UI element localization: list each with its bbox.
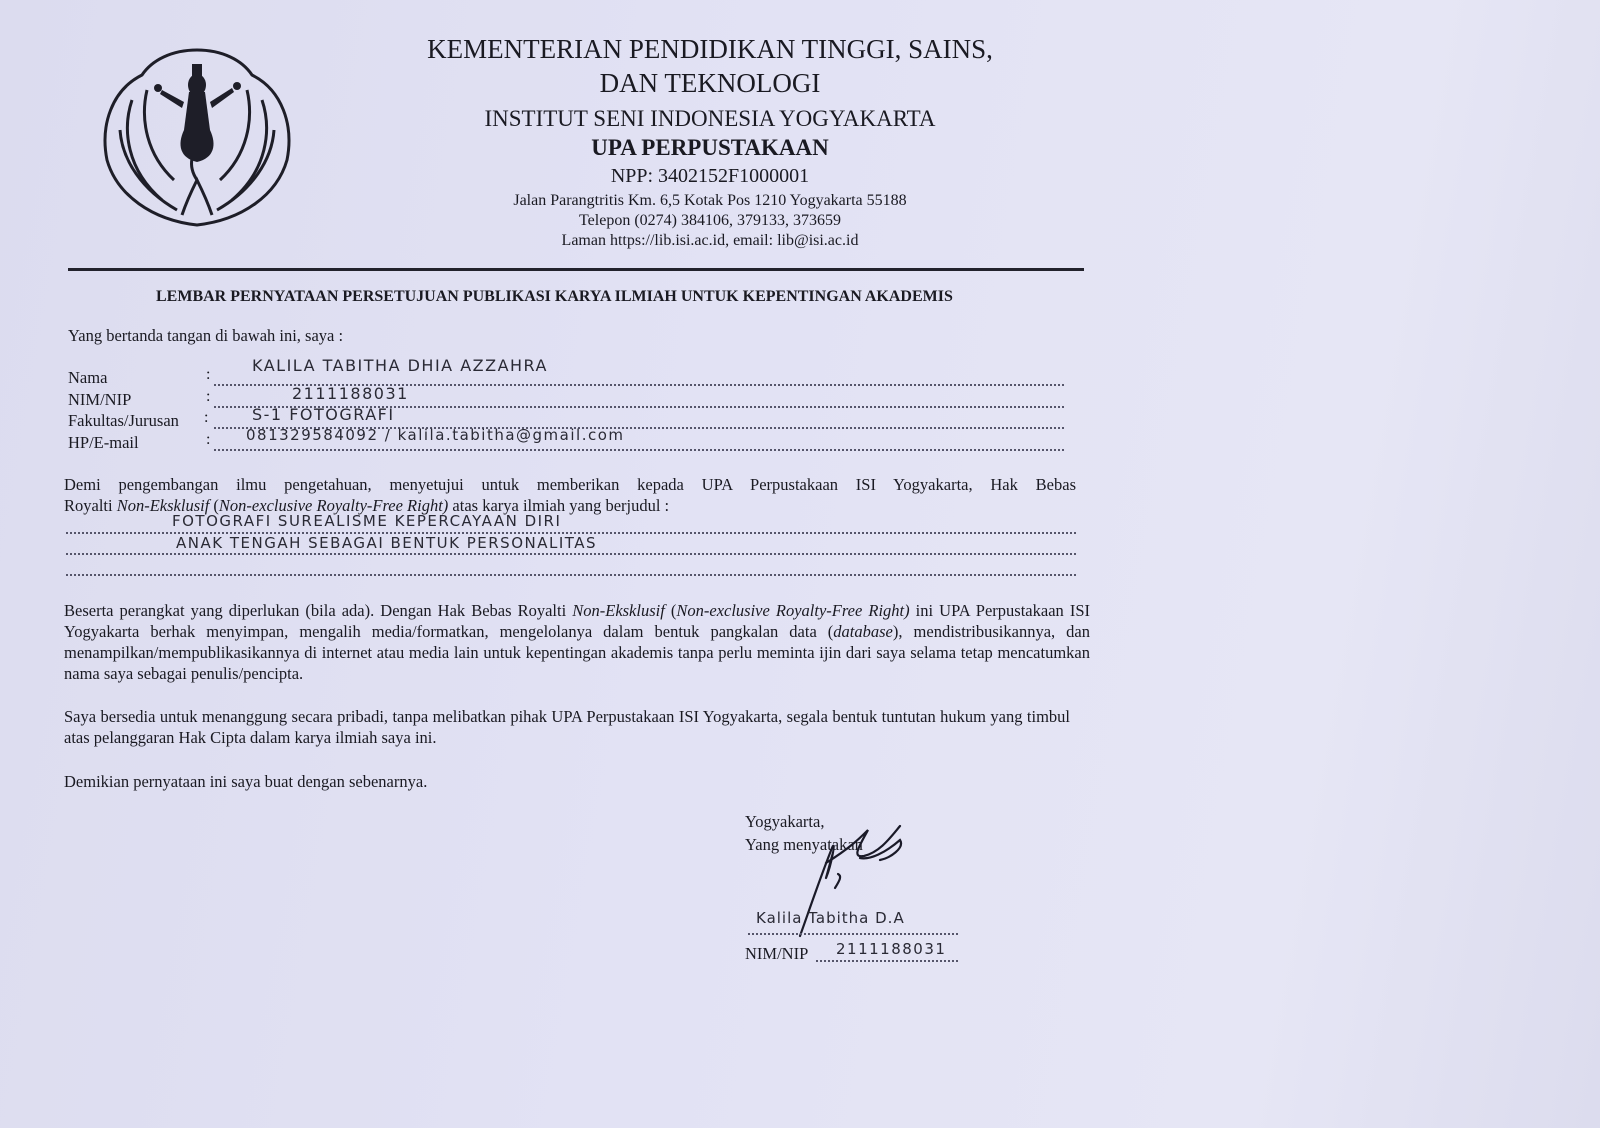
signature-dotted-line: [816, 960, 958, 962]
work-title-line2: ANAK TENGAH SEBAGAI BENTUK PERSONALITAS: [176, 534, 598, 552]
consent-italic: Non-Eksklusif: [116, 496, 210, 515]
npp-number: NPP: 3402152F1000001: [610, 165, 810, 187]
signature-declarant: Yang menyatakan: [745, 835, 863, 854]
signature-nim-value: 2111188031: [836, 940, 947, 958]
rights-italic: Non-exclusive Royalty-Free Right): [676, 601, 910, 620]
unit-name: UPA PERPUSTAKAAN: [591, 135, 829, 160]
field-colon: :: [206, 366, 211, 383]
liability-paragraph: Saya bersedia untuk menanggung secara pribadi, tanpa melibatkan pihak UPA Perpustakaan ISI Yogyakarta, segala bentuk tuntutan hukum yang timbul atas pelanggaran Hak Cipta dalam karya ilmiah saya ini.: [64, 707, 1070, 747]
rights-italic: database: [833, 622, 893, 641]
signatory-name: Kalila Tabitha D.A: [756, 909, 905, 927]
intro-text: Yang bertanda tangan di bawah ini, saya :: [68, 326, 344, 345]
consent-text: (: [209, 496, 219, 515]
title-dotted-line: [66, 553, 1076, 555]
rights-text: Beserta perangkat yang diperlukan (bila ada). Dengan Hak Bebas Royalti: [64, 601, 573, 620]
signature-nim-label: NIM/NIP: [745, 944, 809, 963]
field-dotted-line: [214, 449, 1064, 451]
signature-dotted-line: [748, 933, 958, 935]
field-colon: :: [206, 431, 211, 448]
consent-text: Royalti: [64, 496, 117, 515]
work-title-line1: FOTOGRAFI SUREALISME KEPERCAYAAN DIRI: [172, 512, 562, 530]
rights-paragraph: [64, 600, 1090, 684]
field-colon: :: [206, 388, 211, 405]
ministry-name-line2: DAN TEKNOLOGI: [599, 68, 821, 98]
consent-paragraph: [64, 474, 1076, 516]
letterhead-divider: [68, 268, 1084, 271]
field-label-name: Nama: [68, 368, 108, 387]
rights-text: ini UPA Perpustakaan ISI Yogyakarta berhak menyimpan, mengalih media/formatkan, mengelolanya dalam bentuk pangkalan data (: [64, 601, 1091, 641]
field-value-faculty: S-1 FOTOGRAFI: [252, 405, 395, 424]
field-value-nim: 2111188031: [292, 384, 409, 403]
rights-text: ), mendistribusikannya, dan menampilkan/mempublikasikannya di internet atau media lain untuk kepentingan akademis tanpa perlu meminta ijin dari saya selama tetap mencatumkan nama saya sebagai penulis/pencipta.: [64, 622, 1090, 683]
closing-statement: Demikian pernyataan ini saya buat dengan sebenarnya.: [64, 772, 428, 791]
title-dotted-line: [66, 574, 1076, 576]
website-line: Laman https://lib.isi.ac.id, email: lib@isi.ac.id: [561, 232, 859, 249]
address-line: Jalan Parangtritis Km. 6,5 Kotak Pos 1210 Yogyakarta 55188: [513, 192, 907, 209]
phone-line: Telepon (0274) 384106, 379133, 373659: [579, 212, 841, 229]
field-label-nim: NIM/NIP: [68, 390, 132, 409]
signature-place: Yogyakarta,: [745, 812, 825, 831]
ministry-name-line1: KEMENTERIAN PENDIDIKAN TINGGI, SAINS,: [427, 34, 993, 64]
consent-italic: Non-exclusive Royalty-Free Right): [218, 496, 449, 515]
form-title: LEMBAR PERNYATAAN PERSETUJUAN PUBLIKASI KARYA ILMIAH UNTUK KEPENTINGAN AKADEMIS: [156, 288, 953, 305]
rights-italic: Non-Eksklusif: [572, 601, 665, 620]
consent-text: atas karya ilmiah yang berjudul :: [448, 496, 670, 515]
field-value-contact: 081329584092 / kalila.tabitha@gmail.com: [246, 426, 625, 444]
consent-line1: Demi pengembangan ilmu pengetahuan, menyetujui untuk memberikan kepada UPA Perpustakaan ISI Yogyakarta, Hak Bebas: [64, 475, 1076, 494]
rights-text: (: [664, 601, 677, 620]
field-label-faculty: Fakultas/Jurusan: [68, 411, 179, 430]
field-colon: :: [204, 409, 209, 426]
isi-logo-icon: [92, 30, 302, 230]
handwritten-signature-icon: [740, 818, 940, 948]
field-value-name: KALILA TABITHA DHIA AZZAHRA: [252, 356, 548, 375]
institute-name: INSTITUT SENI INDONESIA YOGYAKARTA: [484, 106, 936, 131]
field-label-contact: HP/E-mail: [68, 433, 139, 452]
